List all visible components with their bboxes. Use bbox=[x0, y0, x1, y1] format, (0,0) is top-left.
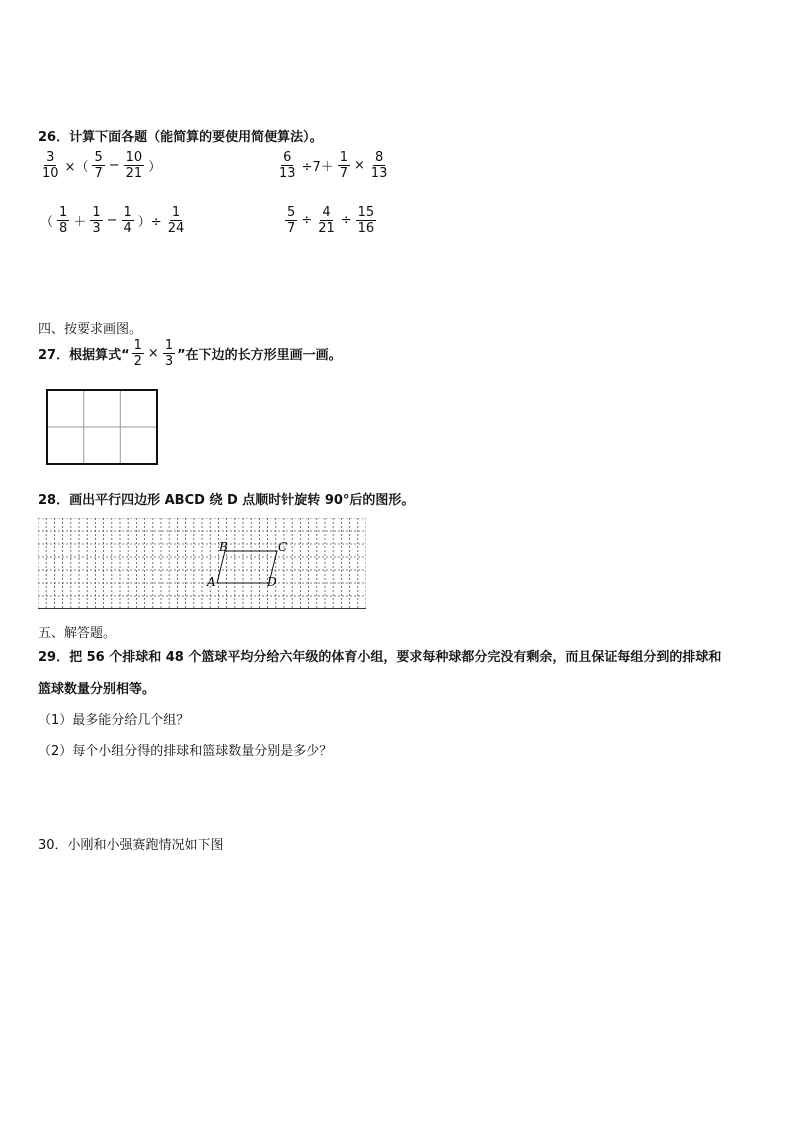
q29-line-2: 篮球数量分别相等。 bbox=[38, 682, 156, 697]
q28-dotted-grid bbox=[38, 518, 366, 609]
q26-expression-1: $\frac{3}{10}$ ×（ $\frac{5}{7}$ − $\frac{10}{21}$ ） bbox=[42, 150, 162, 181]
fraction: $\frac{4}{21}$ bbox=[318, 205, 335, 236]
fraction: $\frac{1}{24}$ bbox=[167, 205, 185, 236]
q26-title: 26．计算下面各题（能简算的要使用简便算法）。 bbox=[38, 130, 323, 145]
fraction: $\frac{1}{3}$ bbox=[164, 338, 174, 369]
q28-title: 28．画出平行四边形 ABCD 绕 D 点顺时针旋转 90°后的图形。 bbox=[38, 493, 415, 508]
fraction: $\frac{6}{13}$ bbox=[279, 150, 296, 181]
vertex-label-d: D bbox=[267, 575, 277, 589]
section-4-heading: 四、按要求画图。 bbox=[38, 322, 143, 337]
q26-expression-2: $\frac{6}{13}$ ÷7＋ $\frac{1}{7}$ × $\frac{8}{13}$ bbox=[279, 150, 388, 181]
q26-expression-3: （ $\frac{1}{8}$ ＋ $\frac{1}{3}$ − $\frac{1}{4}$ ）÷ $\frac{1}{24}$ bbox=[40, 205, 185, 236]
q29-sub-question-2: （2）每个小组分得的排球和篮球数量分别是多少？ bbox=[38, 744, 333, 759]
fraction: $\frac{1}{3}$ bbox=[92, 205, 101, 236]
fraction: $\frac{3}{10}$ bbox=[42, 150, 59, 181]
vertex-label-c: C bbox=[278, 540, 288, 554]
q30-title: 30．小刚和小强赛跑情况如下图 bbox=[38, 838, 224, 853]
fraction: $\frac{1}{4}$ bbox=[123, 205, 132, 236]
q29-line-1: 29．把 56 个排球和 48 个篮球平均分给六年级的体育小组，要求每种球都分完没有剩余，而且保证每组分到的排球和 bbox=[38, 650, 722, 665]
fraction: $\frac{1}{7}$ bbox=[339, 150, 348, 181]
q29-sub-question-1: （1）最多能分给几个组？ bbox=[38, 713, 190, 728]
fraction: $\frac{1}{2}$ bbox=[133, 338, 142, 369]
q27-rectangle-grid bbox=[46, 389, 158, 465]
fraction: $\frac{1}{8}$ bbox=[59, 205, 68, 236]
fraction: $\frac{5}{7}$ bbox=[287, 205, 296, 236]
fraction: $\frac{8}{13}$ bbox=[370, 150, 388, 181]
fraction: $\frac{10}{21}$ bbox=[125, 150, 143, 181]
vertex-label-b: B bbox=[219, 540, 228, 554]
section-5-heading: 五、解答题。 bbox=[38, 626, 117, 641]
q27-title: 27．根据算式“ $\frac{1}{2}$ × $\frac{1}{3}$ ”在下边的长方形里画一画。 bbox=[38, 338, 342, 369]
fraction: $\frac{15}{16}$ bbox=[357, 205, 375, 236]
q26-expression-4: $\frac{5}{7}$ ÷ $\frac{4}{21}$ ÷ $\frac{15}{16}$ bbox=[287, 205, 375, 236]
vertex-label-a: A bbox=[207, 575, 216, 589]
fraction: $\frac{5}{7}$ bbox=[94, 150, 103, 181]
